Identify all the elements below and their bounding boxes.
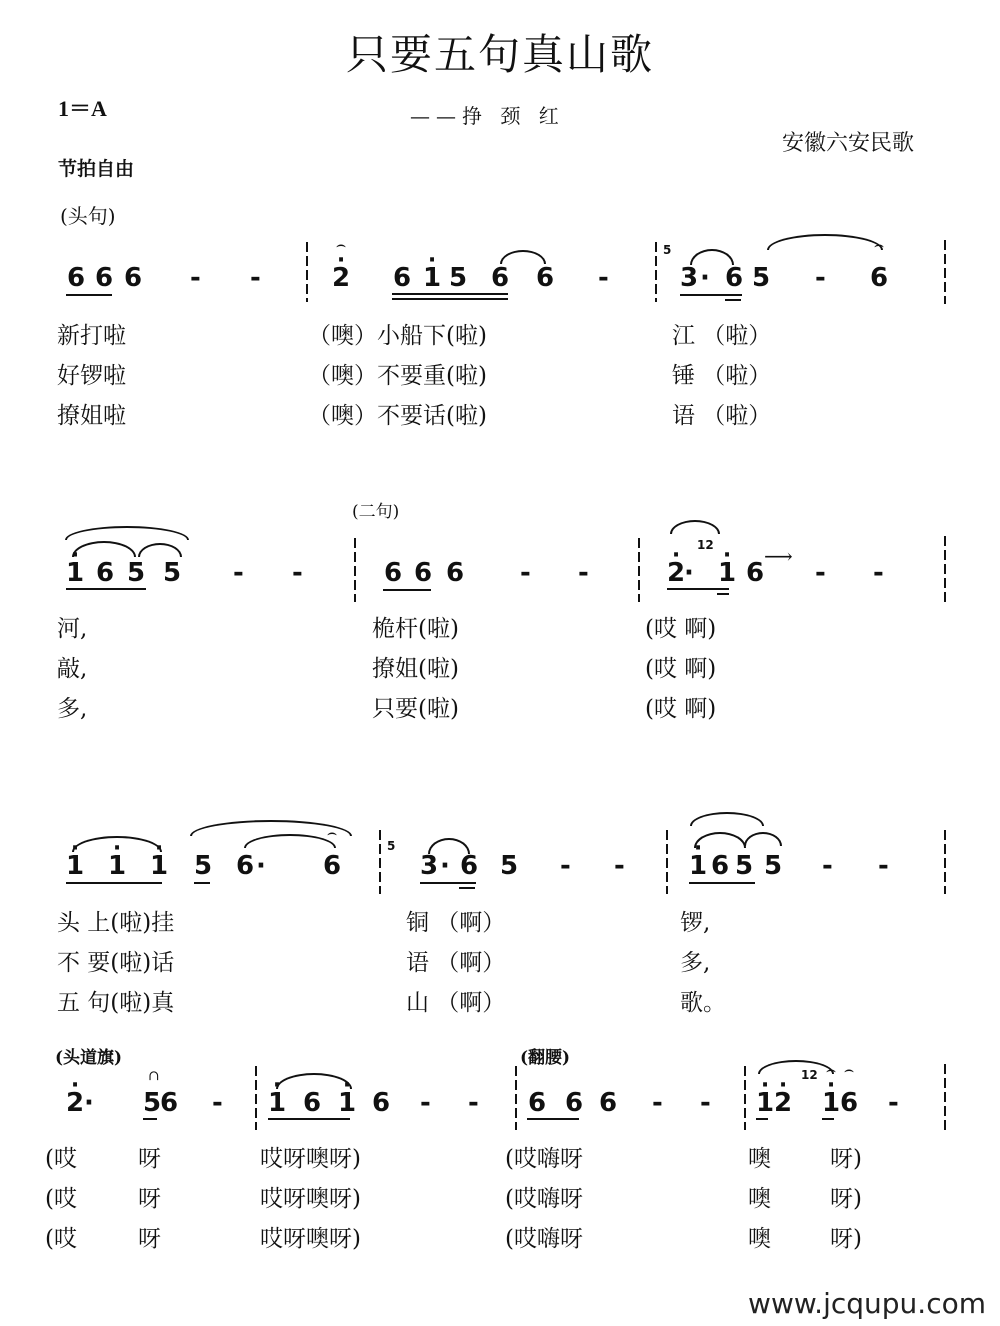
barline xyxy=(255,1066,257,1130)
lyric: 五 句(啦)真 xyxy=(57,990,175,1016)
lyric: （噢）不要重(啦) xyxy=(308,363,487,389)
slur xyxy=(670,520,720,534)
lyric: （噢）不要话(啦) xyxy=(308,403,487,429)
slur xyxy=(767,234,883,250)
note: 5 xyxy=(500,851,519,881)
note: 6 ⌢ xyxy=(323,853,341,879)
note: 5 xyxy=(764,851,783,881)
dash: - xyxy=(598,263,609,293)
slur xyxy=(244,834,336,848)
tie-mark: ∩ xyxy=(148,1068,160,1084)
barline xyxy=(515,1066,517,1130)
lyric: 河, xyxy=(57,616,88,642)
glide-arrow-icon: ⟶ xyxy=(764,544,793,568)
slur xyxy=(276,1073,352,1089)
lyric: 不 要(啦)话 xyxy=(57,950,175,976)
note: 6 ⌢ xyxy=(840,1090,858,1116)
note: · 1 xyxy=(108,853,126,879)
note: 5 xyxy=(752,263,771,293)
note: 6 xyxy=(460,851,479,881)
note: 3 xyxy=(420,851,439,881)
lyric: 桅杆(啦) xyxy=(372,616,459,642)
lyric: 山 （啊） xyxy=(406,990,506,1016)
lyric: (哎 xyxy=(45,1186,77,1212)
lyric: 撩姐(啦) xyxy=(372,656,459,682)
underline xyxy=(392,298,508,300)
barline xyxy=(944,240,946,304)
note: 6 xyxy=(565,1088,584,1118)
dash: - xyxy=(233,558,244,588)
slur xyxy=(138,543,182,557)
dash: - xyxy=(212,1088,223,1118)
lyric: 锤 （啦） xyxy=(672,363,772,389)
note: 3 xyxy=(680,263,699,293)
barline xyxy=(354,538,356,602)
lyric: 好锣啦 xyxy=(57,363,126,389)
lyric: 头 上(啦)挂 xyxy=(57,910,175,936)
lyric: 呀) xyxy=(830,1186,862,1212)
lyric: 呀 xyxy=(138,1186,161,1212)
dash: - xyxy=(873,558,884,588)
lyric: 呀 xyxy=(138,1226,161,1252)
dash: - xyxy=(614,851,625,881)
grace-note: 12 xyxy=(697,538,714,552)
barline xyxy=(379,830,381,894)
underline xyxy=(459,887,475,889)
underline xyxy=(689,882,755,884)
note: 6 ⌢ xyxy=(870,265,888,291)
dash: - xyxy=(468,1088,479,1118)
barline xyxy=(944,1064,946,1130)
tempo-marking: 节拍自由 xyxy=(58,158,135,180)
grace-note: 5 xyxy=(387,839,396,853)
dash: - xyxy=(292,558,303,588)
lyric: (哎嗨呀 xyxy=(505,1186,583,1212)
underline xyxy=(143,1118,157,1120)
dash: - xyxy=(815,263,826,293)
lyric: 语 （啦） xyxy=(672,403,772,429)
note: 6 xyxy=(124,263,143,293)
note: · 1 xyxy=(268,1090,286,1116)
underline xyxy=(392,293,508,295)
note: 6 xyxy=(446,558,465,588)
note: · 1 xyxy=(718,560,736,586)
lyric: (哎嗨呀 xyxy=(505,1226,583,1252)
lyric: 锣, xyxy=(680,910,711,936)
underline xyxy=(527,1118,579,1120)
note: · 1 xyxy=(423,265,441,291)
note: · 1 xyxy=(338,1090,356,1116)
dash: - xyxy=(878,851,889,881)
dash: - xyxy=(578,558,589,588)
lyric: 撩姐啦 xyxy=(57,403,126,429)
slur xyxy=(744,832,782,846)
note: · 2 xyxy=(66,1090,84,1116)
note: 6 xyxy=(160,1088,179,1118)
underline xyxy=(756,1118,768,1120)
slur xyxy=(758,1060,834,1074)
lyric: 哎呀噢呀) xyxy=(260,1186,361,1212)
note: 6 xyxy=(96,558,115,588)
note: 6 xyxy=(372,1088,391,1118)
note: 6 xyxy=(536,263,555,293)
note: 6 xyxy=(599,1088,618,1118)
dash: - xyxy=(822,851,833,881)
note: · 2 xyxy=(774,1090,792,1116)
underline xyxy=(680,294,742,296)
lyric: 噢 xyxy=(748,1226,771,1252)
dash: - xyxy=(815,558,826,588)
section-label-first-flag: (头道旗) xyxy=(55,1048,123,1068)
dash: - xyxy=(652,1088,663,1118)
dash: - xyxy=(420,1088,431,1118)
song-origin: 安徽六安民歌 xyxy=(782,131,915,156)
slur xyxy=(72,541,136,557)
note: · 2 ⌢ xyxy=(332,265,350,291)
underline xyxy=(420,882,476,884)
barline xyxy=(655,242,657,302)
note: 6 xyxy=(236,851,255,881)
grace-note: 5 xyxy=(663,243,672,257)
note: 6 xyxy=(303,1088,322,1118)
lyric: 多, xyxy=(680,950,711,976)
lyric: 新打啦 xyxy=(57,323,126,349)
lyric: 哎呀噢呀) xyxy=(260,1146,361,1172)
underline xyxy=(717,593,729,595)
note: · 1 xyxy=(66,853,84,879)
note: · 1 xyxy=(66,560,84,586)
slur xyxy=(500,250,546,264)
barline xyxy=(944,536,946,602)
note: 5 xyxy=(163,558,182,588)
underline xyxy=(194,882,210,884)
underline xyxy=(822,1118,834,1120)
note: · 1 ⌢ xyxy=(822,1090,840,1116)
section-label-first-phrase: (头句) xyxy=(60,204,116,228)
slur xyxy=(428,838,470,854)
lyric: 噢 xyxy=(748,1186,771,1212)
underline xyxy=(667,588,729,590)
watermark: www.jcqupu.com xyxy=(748,1287,986,1320)
section-label-second-phrase: (二句) xyxy=(352,502,400,522)
barline xyxy=(666,830,668,894)
score-title: 只要五句真山歌 xyxy=(345,30,654,79)
note: 6 xyxy=(67,263,86,293)
underline xyxy=(66,882,162,884)
dash: - xyxy=(888,1088,899,1118)
slur xyxy=(65,526,189,540)
barline xyxy=(306,242,308,302)
lyric: 语 （啊） xyxy=(406,950,506,976)
lyric: 多, xyxy=(57,696,88,722)
note: 6 xyxy=(384,558,403,588)
note: 5 xyxy=(735,851,754,881)
note: · 1 xyxy=(689,853,707,879)
note: 6 xyxy=(414,558,433,588)
note: 6 xyxy=(393,263,412,293)
lyric: 哎呀噢呀) xyxy=(260,1226,361,1252)
lyric: （噢）小船下(啦) xyxy=(308,323,487,349)
note: · 1 xyxy=(150,853,168,879)
note: 6 xyxy=(528,1088,547,1118)
note: 5 xyxy=(194,851,213,881)
grace-note: 12 xyxy=(801,1068,818,1082)
lyric: (哎 啊) xyxy=(645,616,717,642)
dot: · xyxy=(440,851,450,881)
lyric: (哎嗨呀 xyxy=(505,1146,583,1172)
section-label-turn: (翻腰) xyxy=(520,1048,571,1068)
underline xyxy=(268,1118,350,1120)
lyric: 铜 （啊） xyxy=(406,910,506,936)
underline xyxy=(383,589,431,591)
lyric: 呀) xyxy=(830,1226,862,1252)
note: 5 xyxy=(449,263,468,293)
dash: - xyxy=(520,558,531,588)
note: 6 xyxy=(711,851,730,881)
note: · 1 xyxy=(756,1090,774,1116)
key-signature: 1＝A xyxy=(58,96,107,121)
barline xyxy=(744,1066,746,1130)
note: 6 xyxy=(95,263,114,293)
note: · 2 xyxy=(667,560,685,586)
tune-name: ——挣 颈 红 xyxy=(410,104,565,128)
lyric: 只要(啦) xyxy=(372,696,459,722)
lyric: 噢 xyxy=(748,1146,771,1172)
dash: - xyxy=(560,851,571,881)
dot: · xyxy=(684,558,694,588)
lyric: 歌。 xyxy=(680,990,726,1016)
dash: - xyxy=(190,263,201,293)
dash: - xyxy=(250,263,261,293)
lyric: (哎 啊) xyxy=(645,656,717,682)
lyric: 敲, xyxy=(57,656,88,682)
note: 6 xyxy=(491,263,510,293)
underline xyxy=(66,588,146,590)
dash: - xyxy=(700,1088,711,1118)
note: 6 xyxy=(746,558,765,588)
note: 6 xyxy=(725,263,744,293)
barline xyxy=(944,830,946,894)
underline xyxy=(66,294,112,296)
lyric: 江 （啦） xyxy=(672,323,772,349)
slur xyxy=(690,812,764,826)
dot: · xyxy=(84,1088,94,1118)
underline xyxy=(725,299,741,301)
note: 5 xyxy=(127,558,146,588)
dot: · xyxy=(700,263,710,293)
slur xyxy=(690,249,734,265)
note: 5 xyxy=(143,1088,162,1118)
lyric: (哎 xyxy=(45,1226,77,1252)
barline xyxy=(638,538,640,602)
lyric: 呀) xyxy=(830,1146,862,1172)
lyric: (哎 啊) xyxy=(645,696,717,722)
lyric: 呀 xyxy=(138,1146,161,1172)
dot: · xyxy=(256,851,266,881)
lyric: (哎 xyxy=(45,1146,77,1172)
